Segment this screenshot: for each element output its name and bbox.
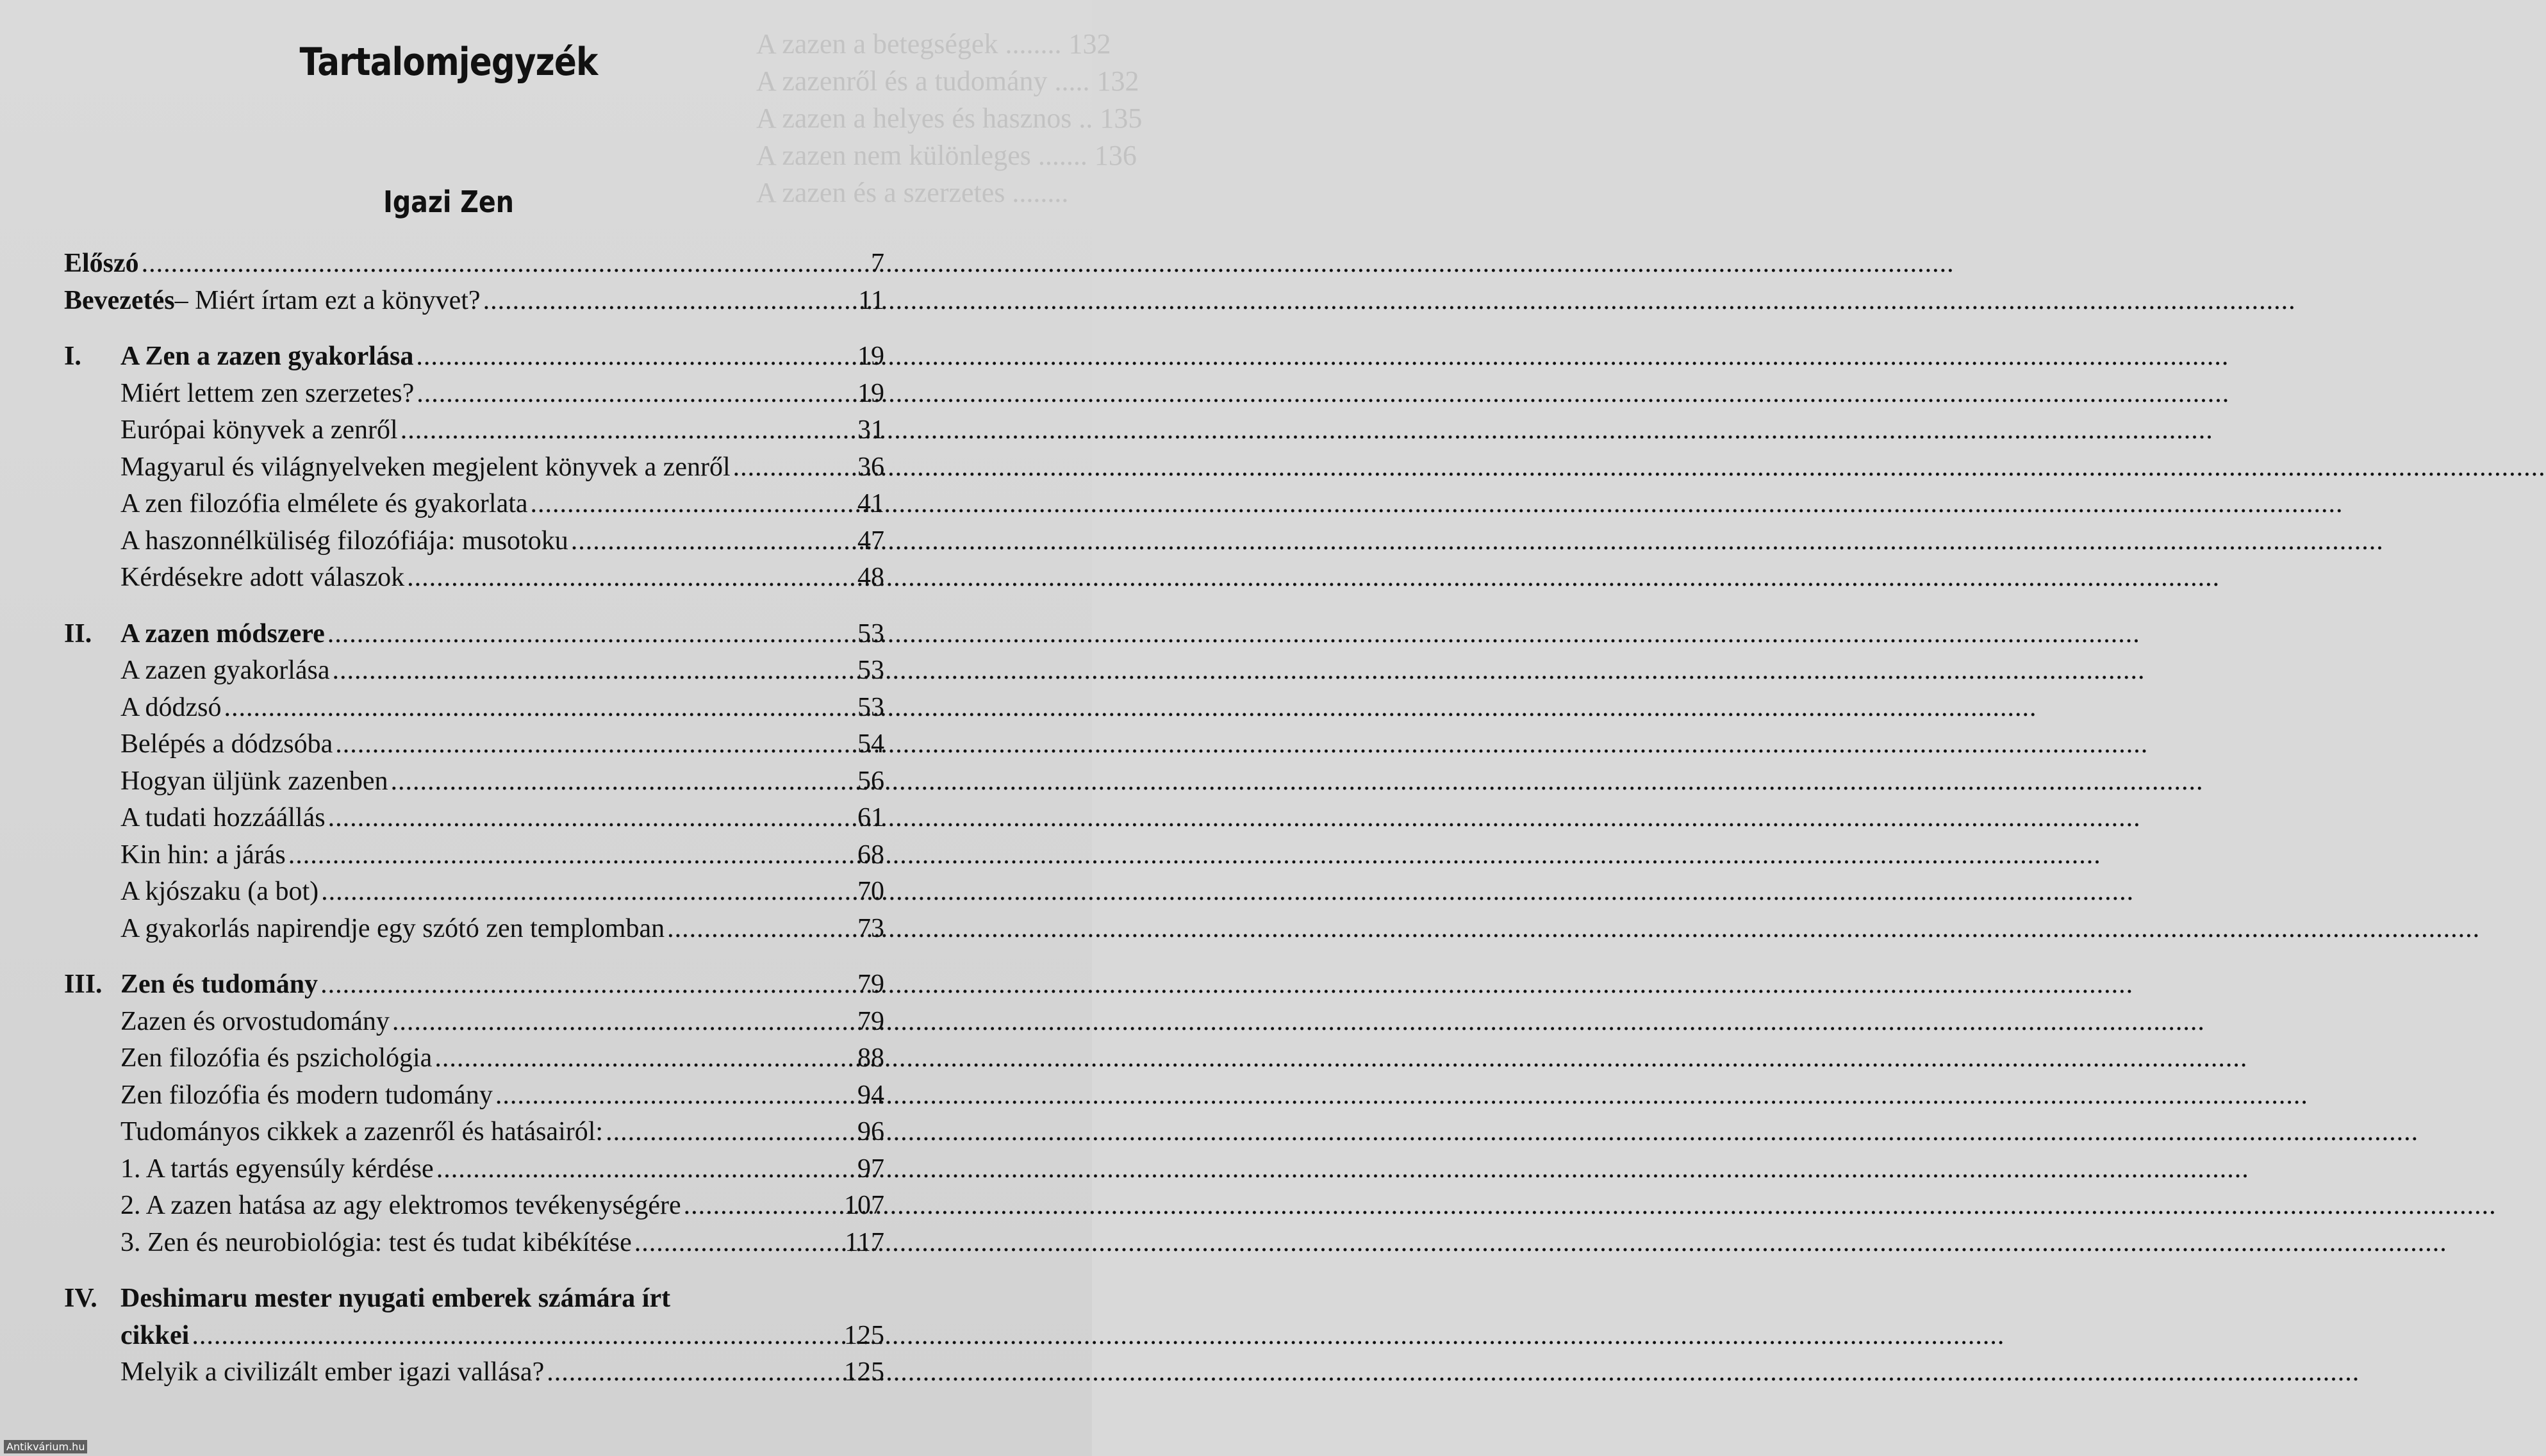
toc-entry <box>64 652 884 690</box>
dot-leader <box>321 873 855 911</box>
page-number: 117 <box>845 1227 884 1257</box>
page-number: 53 <box>857 656 884 685</box>
entry-title: 1. A tartás egyensúly kérdése <box>120 1154 434 1184</box>
toc-entry <box>64 559 884 597</box>
dot-leader <box>547 1354 841 1391</box>
toc-entry <box>64 1077 884 1114</box>
page-number: 54 <box>857 729 884 759</box>
dot-leader <box>328 800 855 837</box>
toc-entry <box>64 245 884 283</box>
page-number: 97 <box>857 1154 884 1184</box>
page-number: 125 <box>844 1320 884 1350</box>
toc-entry <box>64 966 884 1004</box>
page-number: 19 <box>857 378 884 408</box>
page-number: 11 <box>858 285 884 315</box>
toc-entry <box>64 800 884 837</box>
entry-title: A kjószaku (a bot) <box>120 877 319 906</box>
entry-title: Hogyan üljünk zazenben <box>120 766 388 796</box>
toc-entry <box>64 1151 884 1188</box>
entry-title: 2. A zazen hatása az agy elektromos tevékenységére <box>120 1191 681 1220</box>
dot-leader <box>667 911 855 948</box>
entry-title: A gyakorlás napirendje egy szótó zen templomban <box>120 913 665 943</box>
page-number: 125 <box>844 1357 884 1387</box>
page-number: 41 <box>857 489 884 518</box>
watermark: Antikvárium.hu <box>4 1440 87 1453</box>
chapter-number: II. <box>64 618 92 649</box>
page-number: 79 <box>857 970 884 999</box>
toc-entry <box>64 873 884 911</box>
toc-entry <box>64 1004 884 1041</box>
entry-title: Kin hin: a járás <box>120 840 286 870</box>
entry-title: cikkei <box>120 1320 190 1350</box>
toc-entry <box>64 690 884 727</box>
page-number: 70 <box>857 877 884 906</box>
toc-entry <box>64 616 884 653</box>
dot-leader <box>401 412 855 449</box>
dot-leader <box>320 966 855 1004</box>
chapter-number: IV. <box>64 1284 97 1313</box>
page-number: 79 <box>857 1006 884 1036</box>
toc-entry <box>64 1040 884 1077</box>
toc-entry <box>64 523 884 560</box>
entry-title: Kérdésekre adott válaszok <box>120 563 405 592</box>
entry-title: Deshimaru mester nyugati emberek számára írt <box>120 1284 671 1313</box>
table-of-contents <box>64 245 884 1391</box>
dot-leader <box>684 1187 841 1225</box>
page-number: 61 <box>857 803 884 832</box>
entry-title: Előszó <box>64 249 139 278</box>
dot-leader <box>192 1318 841 1355</box>
toc-entry <box>64 376 884 413</box>
toc-entry <box>64 726 884 763</box>
dot-leader <box>531 486 855 523</box>
entry-title: Európai könyvek a zenről <box>120 415 398 445</box>
entry-title: Zazen és orvostudomány <box>120 1006 390 1036</box>
dot-leader <box>327 616 855 653</box>
page-number: 88 <box>857 1043 884 1073</box>
toc-entry <box>64 911 884 948</box>
dot-leader <box>224 690 856 727</box>
entry-title: 3. Zen és neurobiológia: test és tudat kibékítése <box>120 1227 632 1257</box>
dot-leader <box>571 523 855 560</box>
entry-title: Melyik a civilizált ember igazi vallása? <box>120 1357 545 1387</box>
entry-title: Miért lettem zen szerzetes? <box>120 378 415 408</box>
bleed-through-text: A zazen a betegségek ........ 132 A zazenről és a tudomány ..... 132 A zazen a helyes és hasznos .. 135 A zazen nem különleges ....... 136 A zazen és a szerzetes ........ <box>756 28 1143 208</box>
entry-title: Tudományos cikkek a zazenről és hatásairól: <box>120 1117 604 1146</box>
dot-leader <box>434 1040 855 1077</box>
book-page <box>0 0 1143 1456</box>
toc-entry <box>64 837 884 874</box>
dot-leader <box>407 559 855 597</box>
page-number: 73 <box>857 913 884 943</box>
chapter-number: III. <box>64 970 103 999</box>
dot-leader <box>606 1114 855 1151</box>
entry-title: A haszonnélküliség filozófiája: musotoku <box>120 525 568 556</box>
entry-title: A Zen a zazen gyakorlása <box>120 342 414 371</box>
chapter-number: I. <box>64 342 81 371</box>
dot-leader <box>392 1004 855 1041</box>
page-number: 107 <box>844 1191 884 1220</box>
toc-entry <box>64 1187 884 1225</box>
dot-leader <box>634 1225 843 1262</box>
dot-leader <box>416 338 855 376</box>
dot-leader <box>335 726 855 763</box>
entry-title: A zazen módszere <box>120 618 325 649</box>
toc-entry <box>64 338 884 376</box>
entry-title: Belépés a dódzsóba <box>120 729 333 759</box>
entry-title: Zen és tudomány <box>120 970 318 999</box>
toc-entry <box>64 283 884 320</box>
dot-leader <box>483 283 856 320</box>
page-number: 94 <box>857 1080 884 1110</box>
entry-title: A tudati hozzáállás <box>120 803 326 832</box>
page-number: 56 <box>857 766 884 796</box>
dot-leader <box>391 763 855 800</box>
entry-title: Zen filozófia és pszichológia <box>120 1043 433 1073</box>
toc-entry <box>64 763 884 800</box>
toc-entry <box>64 1225 884 1262</box>
entry-title-rest: – Miért írtam ezt a könyvet? <box>174 285 481 315</box>
toc-entry <box>64 486 884 523</box>
entry-title: A zazen gyakorlása <box>120 656 330 685</box>
toc-entry <box>64 1318 884 1355</box>
page-number: 31 <box>857 415 884 445</box>
entry-title: A zen filozófia elmélete és gyakorlata <box>120 489 528 518</box>
toc-entry <box>64 449 884 486</box>
dot-leader <box>436 1151 855 1188</box>
entry-title: Bevezetés <box>64 285 175 315</box>
toc-entry <box>64 1280 884 1318</box>
page-number: 19 <box>857 342 884 371</box>
page-number: 7 <box>871 249 884 278</box>
page-number: 53 <box>857 618 884 649</box>
section-title: Igazi Zen <box>383 185 514 219</box>
dot-leader <box>142 245 863 283</box>
dot-leader <box>495 1077 855 1114</box>
page-number: 36 <box>857 452 884 482</box>
page-title: Tartalomjegyzék <box>299 40 598 85</box>
page-number: 53 <box>857 692 884 722</box>
entry-title: A dódzsó <box>120 692 222 722</box>
dot-leader <box>733 449 855 486</box>
page-number: 68 <box>857 840 884 870</box>
dot-leader <box>333 652 855 690</box>
toc-entry <box>64 1114 884 1151</box>
page-number: 47 <box>857 525 884 556</box>
entry-title: Zen filozófia és modern tudomány <box>120 1080 493 1110</box>
toc-entry <box>64 412 884 449</box>
toc-entry <box>64 1354 884 1391</box>
entry-title: Magyarul és világnyelveken megjelent könyvek a zenről <box>120 452 731 482</box>
page-number: 48 <box>857 563 884 592</box>
dot-leader <box>288 837 855 874</box>
page-number: 96 <box>857 1117 884 1146</box>
dot-leader <box>417 376 855 413</box>
